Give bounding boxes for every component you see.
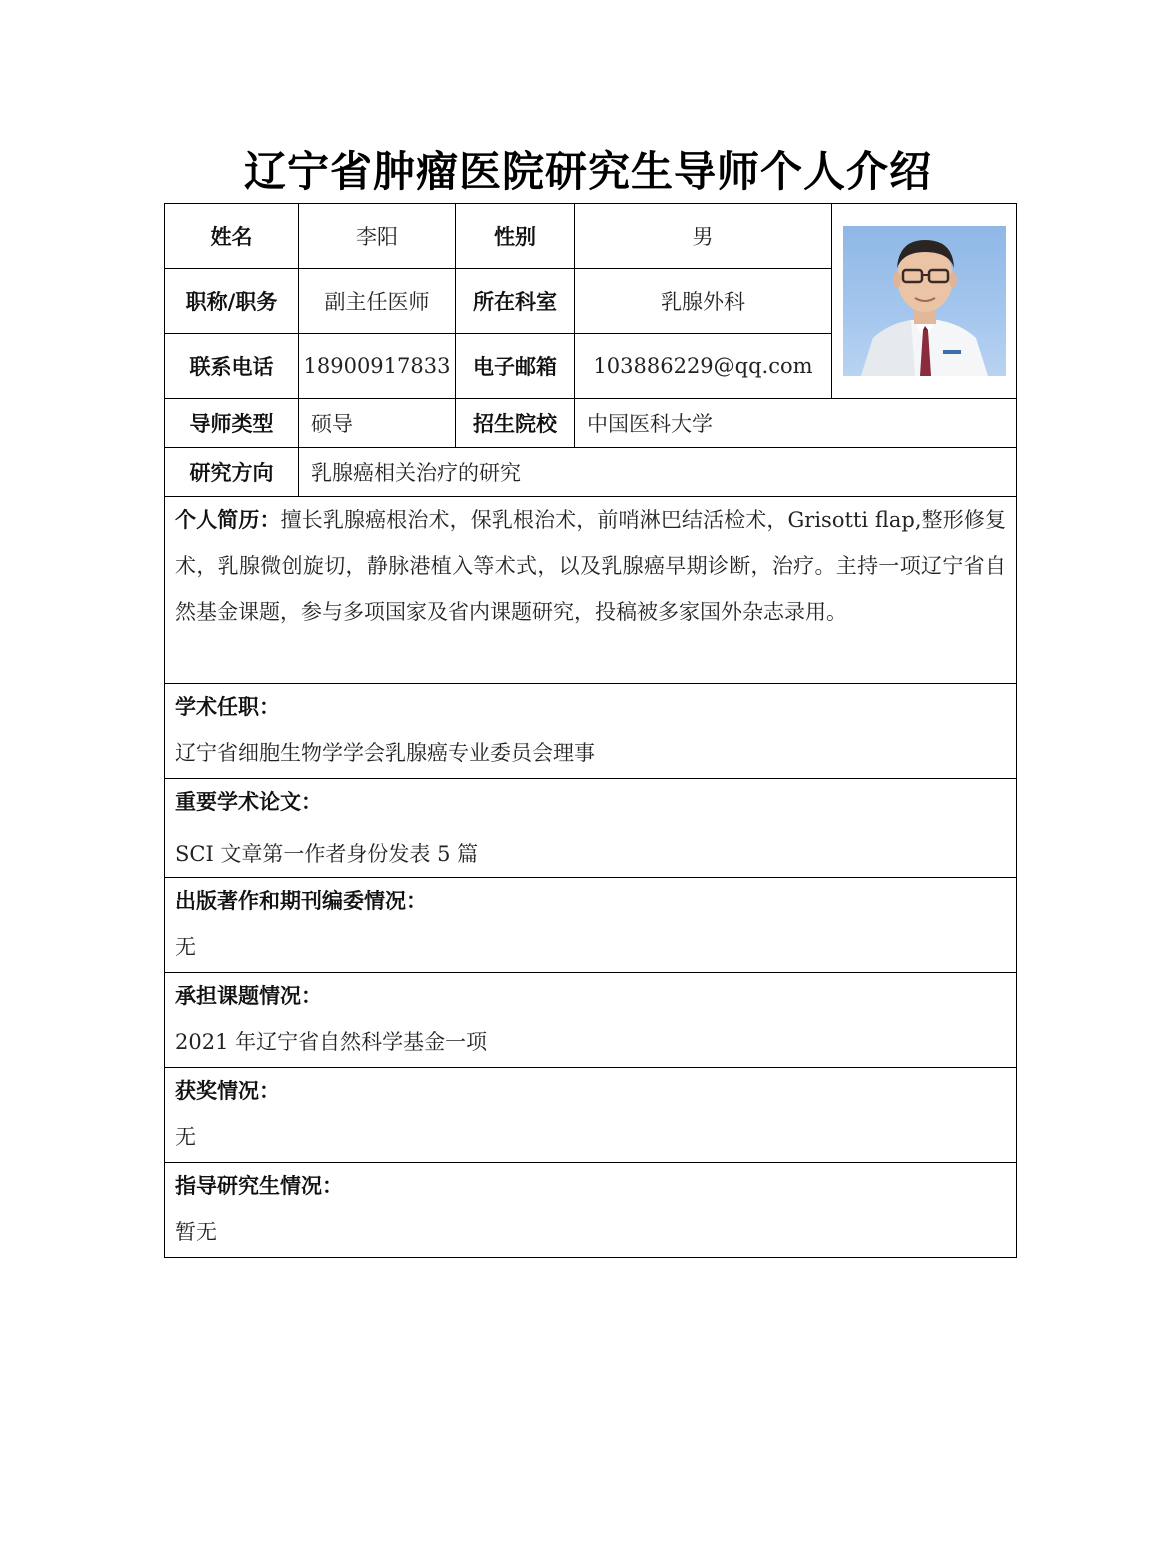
gender-value: 男 <box>575 204 832 269</box>
students-block <box>165 1163 1017 1258</box>
row-name-gender <box>165 204 1017 269</box>
projects-heading: 承担课题情况： <box>175 984 322 1008</box>
profile-table <box>164 203 1017 1258</box>
resume-heading: 个人简历： <box>175 508 281 532</box>
title-post-value: 副主任医师 <box>299 269 456 334</box>
email-value: 103886229@qq.com <box>575 334 832 399</box>
portrait-illustration <box>843 226 1006 376</box>
phone-value: 18900917833 <box>299 334 456 399</box>
awards-heading: 获奖情况： <box>175 1079 280 1103</box>
students-text: 暂无 <box>175 1220 217 1244</box>
row-type-university <box>165 399 1017 448</box>
research-value: 乳腺癌相关治疗的研究 <box>299 448 1017 497</box>
row-research <box>165 448 1017 497</box>
row-papers <box>165 779 1017 878</box>
title-post-label: 职称/职务 <box>165 269 299 334</box>
row-students <box>165 1163 1017 1258</box>
supervisor-type-label: 导师类型 <box>165 399 299 448</box>
academic-posts-block <box>165 684 1017 779</box>
publications-block <box>165 878 1017 973</box>
row-projects <box>165 973 1017 1068</box>
papers-heading: 重要学术论文： <box>175 790 322 814</box>
page-title: 辽宁省肿瘤医院研究生导师个人介绍 <box>243 147 932 196</box>
students-heading: 指导研究生情况： <box>175 1174 343 1198</box>
email-label: 电子邮箱 <box>456 334 575 399</box>
publications-text: 无 <box>175 935 196 959</box>
gender-label: 性别 <box>456 204 575 269</box>
resume-block <box>165 497 1017 684</box>
department-label: 所在科室 <box>456 269 575 334</box>
row-resume <box>165 497 1017 684</box>
photo-cell <box>832 204 1017 399</box>
name-value: 李阳 <box>299 204 456 269</box>
academic-posts-heading: 学术任职： <box>175 695 280 719</box>
department-value: 乳腺外科 <box>575 269 832 334</box>
row-awards <box>165 1068 1017 1163</box>
name-label: 姓名 <box>165 204 299 269</box>
research-label: 研究方向 <box>165 448 299 497</box>
supervisor-type-value: 硕导 <box>299 399 456 448</box>
publications-heading: 出版著作和期刊编委情况： <box>175 889 427 913</box>
awards-block <box>165 1068 1017 1163</box>
projects-text: 2021 年辽宁省自然科学基金一项 <box>175 1030 488 1054</box>
phone-label: 联系电话 <box>165 334 299 399</box>
academic-posts-text: 辽宁省细胞生物学学会乳腺癌专业委员会理事 <box>175 741 595 765</box>
resume-text: 擅长乳腺癌根治术，保乳根治术，前哨淋巴结活检术，Grisotti flap,整形修复术，乳腺微创旋切，静脉港植入等术式，以及乳腺癌早期诊断，治疗。主持一项辽宁省自然基金课题，参与多项国家及省内课题研究，投稿被多家国外杂志录用。 <box>175 508 1006 624</box>
projects-block <box>165 973 1017 1068</box>
portrait-photo <box>843 226 1006 376</box>
papers-text: SCI 文章第一作者身份发表 5 篇 <box>175 842 479 866</box>
row-publications <box>165 878 1017 973</box>
university-label: 招生院校 <box>456 399 575 448</box>
awards-text: 无 <box>175 1125 196 1149</box>
university-value: 中国医科大学 <box>575 399 1017 448</box>
papers-block <box>165 779 1017 878</box>
row-academic-posts <box>165 684 1017 779</box>
